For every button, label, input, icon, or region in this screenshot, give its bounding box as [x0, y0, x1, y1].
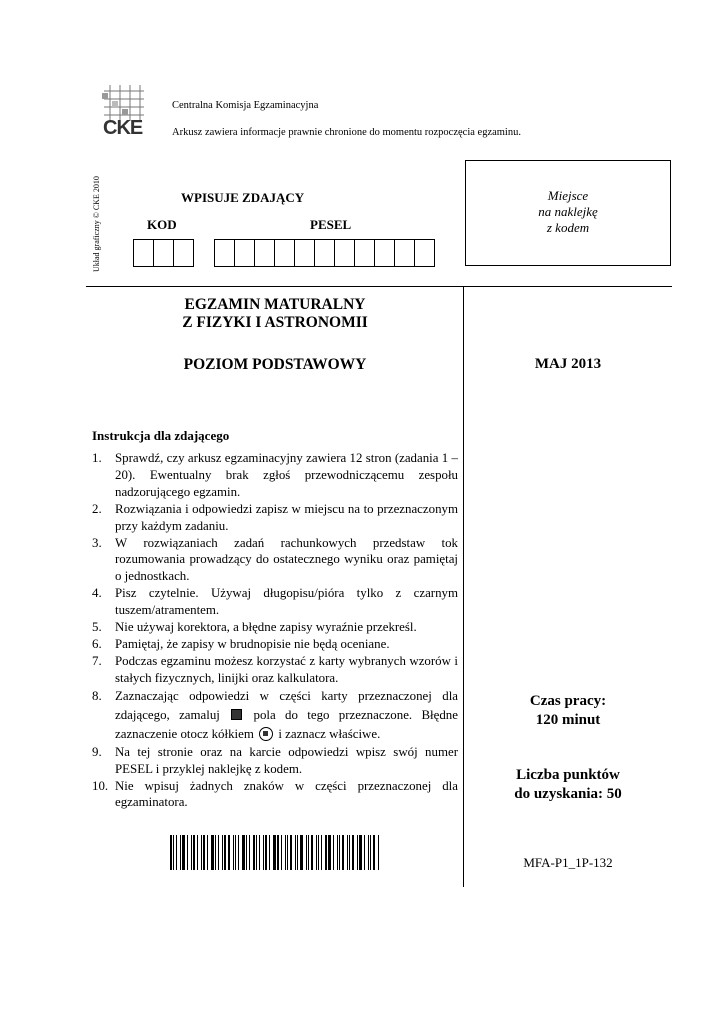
sticker-line: na naklejkę	[538, 204, 598, 219]
sheet-code: MFA-P1_1P-132	[523, 855, 613, 870]
barcode-stripe	[176, 835, 177, 870]
barcode-stripe	[311, 835, 313, 870]
circled-square-icon	[259, 727, 273, 741]
kod-box[interactable]	[133, 239, 154, 267]
exam-points-line: do uzyskania: 50	[514, 786, 622, 802]
barcode-stripe	[249, 835, 250, 870]
barcode-stripe	[373, 835, 375, 870]
barcode-stripe	[308, 835, 309, 870]
instruction-item: 2. Rozwiązania i odpowiedzi zapisz w miejscu na to przeznaczonym przy każdym zadaniu.	[92, 501, 458, 533]
barcode-stripe	[215, 835, 216, 870]
horizontal-divider	[86, 286, 672, 287]
barcode-stripe	[339, 835, 340, 870]
barcode-stripe	[246, 835, 247, 870]
exam-points-line: Liczba punktów	[516, 767, 620, 783]
exam-title-line: EGZAMIN MATURALNY	[184, 296, 366, 313]
instruction-item: 1. Sprawdź, czy arkusz egzaminacyjny zawiera 12 stron (zadania 1 – 20). Ewentualny brak zgłoś przewodniczącemu zespołu nadzorującego egzamin.	[92, 451, 458, 499]
instructions-list	[92, 450, 458, 811]
pesel-box[interactable]	[274, 239, 295, 267]
barcode-stripe	[218, 835, 219, 870]
pesel-box[interactable]	[414, 239, 435, 267]
barcode-stripe	[316, 835, 317, 870]
barcode-stripe	[235, 835, 236, 870]
kod-box[interactable]	[153, 239, 174, 267]
exam-points	[465, 766, 671, 804]
barcode-stripe	[238, 835, 239, 870]
barcode-stripe	[306, 835, 307, 870]
instruction-item: 6. Pamiętaj, że zapisy w brudnopisie nie będą oceniane.	[92, 636, 390, 651]
graphic-credit: Układ graficzny © CKE 2010	[92, 176, 101, 272]
org-name: Centralna Komisja Egzaminacyjna	[172, 100, 319, 111]
exam-time-line: Czas pracy:	[529, 693, 607, 709]
pesel-box[interactable]	[314, 239, 335, 267]
barcode-stripe	[222, 835, 223, 870]
kod-label: KOD	[147, 217, 177, 232]
barcode-stripe	[201, 835, 202, 870]
barcode-stripe	[378, 835, 379, 870]
barcode-stripe	[211, 835, 214, 870]
pesel-box[interactable]	[234, 239, 255, 267]
exam-title-line: Z FIZYKI I ASTRONOMII	[182, 314, 368, 331]
barcode-stripe	[224, 835, 226, 870]
barcode-stripe	[277, 835, 279, 870]
barcode-stripe	[295, 835, 296, 870]
cke-logo-text: CKE	[103, 117, 143, 139]
exam-date: MAJ 2013	[534, 356, 602, 372]
filled-square-icon	[231, 709, 242, 720]
barcode-stripe	[290, 835, 292, 870]
pesel-input[interactable]	[215, 239, 435, 267]
barcode-stripe	[357, 835, 358, 870]
instructions-title: Instrukcja dla zdającego	[92, 428, 230, 443]
barcode-stripe	[368, 835, 369, 870]
pesel-box[interactable]	[374, 239, 395, 267]
barcode-stripe	[193, 835, 195, 870]
vertical-divider	[463, 287, 464, 887]
instruction-item: 9. Na tej stronie oraz na karcie odpowiedzi wpisz swój numer PESEL i przyklej naklejkę z kodem.	[92, 744, 458, 776]
barcode-stripe	[265, 835, 267, 870]
sticker-line: z kodem	[546, 220, 590, 235]
exam-time	[465, 692, 671, 730]
barcode-stripe	[242, 835, 245, 870]
barcode-stripe	[328, 835, 331, 870]
exam-level: POZIOM PODSTAWOWY	[183, 356, 367, 373]
barcode-stripe	[325, 835, 327, 870]
pesel-box[interactable]	[334, 239, 355, 267]
barcode-stripe	[173, 835, 174, 870]
barcode-stripe	[281, 835, 282, 870]
instruction-item: 8. Zaznaczając odpowiedzi w części karty przeznaczonej dla zdającego, zamaluj pola do tego przeznaczone. Błędne zaznaczenie otocz kółkiem i zaznacz właściwe.	[92, 688, 458, 741]
barcode	[170, 835, 381, 870]
barcode-stripe	[259, 835, 260, 870]
sticker-area	[465, 160, 671, 266]
barcode-stripe	[187, 835, 188, 870]
barcode-stripe	[300, 835, 303, 870]
instruction-item: 5. Nie używaj korektora, a błędne zapisy wyraźnie przekreśl.	[92, 620, 417, 635]
barcode-stripe	[347, 835, 348, 870]
barcode-stripe	[180, 835, 181, 870]
barcode-stripe	[269, 835, 270, 870]
barcode-stripe	[207, 835, 208, 870]
barcode-stripe	[228, 835, 230, 870]
id-heading: WPISUJE ZDAJĄCY	[181, 190, 305, 205]
barcode-stripe	[297, 835, 298, 870]
barcode-stripe	[253, 835, 255, 870]
instruction-item: 4. Pisz czytelnie. Używaj długopisu/pióra tylko z czarnym tuszem/atramentem.	[92, 586, 458, 618]
pesel-box[interactable]	[394, 239, 415, 267]
barcode-stripe	[352, 835, 354, 870]
barcode-stripe	[170, 835, 172, 870]
barcode-stripe	[263, 835, 264, 870]
legal-notice: Arkusz zawiera informacje prawnie chronione do momentu rozpoczęcia egzaminu.	[172, 127, 521, 138]
pesel-box[interactable]	[354, 239, 375, 267]
barcode-stripe	[273, 835, 276, 870]
sticker-line: Miejsce	[547, 188, 589, 203]
kod-box[interactable]	[173, 239, 194, 267]
barcode-stripe	[359, 835, 362, 870]
exam-time-line: 120 minut	[535, 712, 601, 728]
barcode-stripe	[256, 835, 257, 870]
barcode-stripe	[321, 835, 322, 870]
barcode-stripe	[191, 835, 192, 870]
barcode-stripe	[287, 835, 288, 870]
instruction-item: 3. W rozwiązaniach zadań rachunkowych przedstaw tok rozumowania prowadzący do ostatecznego wyniku oraz pamiętaj o jednostkach.	[92, 535, 458, 584]
barcode-stripe	[182, 835, 185, 870]
barcode-stripe	[370, 835, 371, 870]
barcode-stripe	[233, 835, 234, 870]
pesel-box[interactable]	[214, 239, 235, 267]
barcode-stripe	[203, 835, 205, 870]
barcode-stripe	[342, 835, 344, 870]
barcode-stripe	[333, 835, 334, 870]
exam-title	[170, 296, 380, 332]
pesel-box[interactable]	[294, 239, 315, 267]
kod-input[interactable]	[134, 239, 194, 267]
instruction-item: 7. Podczas egzaminu możesz korzystać z karty wybranych wzorów i stałych fizycznych, linijki oraz kalkulatora.	[92, 653, 458, 685]
barcode-stripe	[364, 835, 365, 870]
instruction-item: 10. Nie wpisuj żadnych znaków w części przeznaczonej dla egzaminatora.	[92, 778, 458, 810]
barcode-stripe	[318, 835, 319, 870]
pesel-box[interactable]	[254, 239, 275, 267]
barcode-stripe	[197, 835, 198, 870]
pesel-label: PESEL	[310, 217, 352, 232]
barcode-stripe	[285, 835, 286, 870]
barcode-stripe	[337, 835, 338, 870]
barcode-stripe	[349, 835, 350, 870]
